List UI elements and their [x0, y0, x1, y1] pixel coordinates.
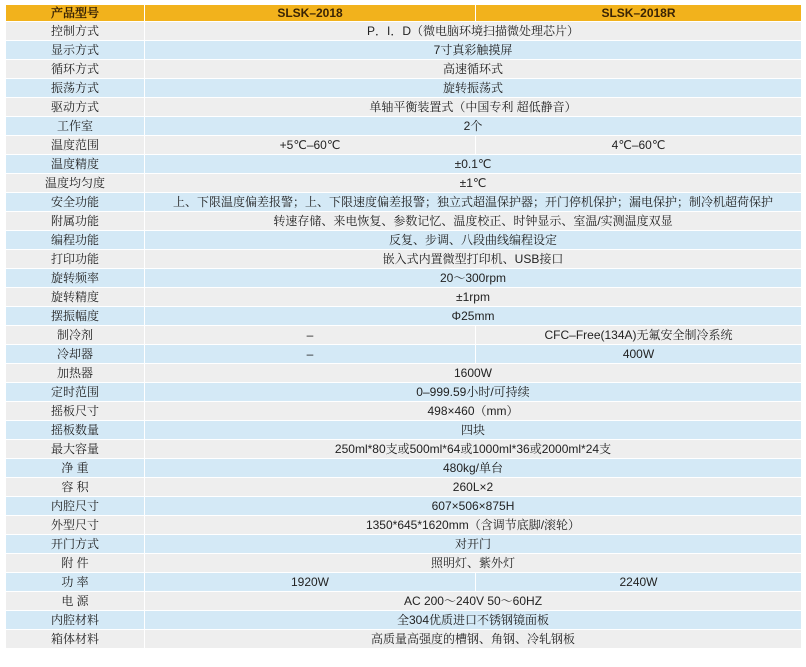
row-value: 480kg/单台: [145, 459, 802, 478]
row-label: 制冷剂: [6, 326, 145, 345]
table-row: [6, 345, 802, 364]
row-label: 附 件: [6, 554, 145, 573]
row-value: ±1rpm: [145, 288, 802, 307]
row-value-model-a: +5℃–60℃: [145, 136, 476, 155]
row-value: ±0.1℃: [145, 155, 802, 174]
header-model-a: SLSK–2018: [145, 5, 476, 22]
header-model-label: 产品型号: [6, 5, 145, 22]
table-row: [6, 174, 802, 193]
row-value: 250ml*80支或500ml*64或1000ml*36或2000ml*24支: [145, 440, 802, 459]
table-row: [6, 535, 802, 554]
row-value: 旋转振荡式: [145, 79, 802, 98]
row-value: 反复、步调、八段曲线编程设定: [145, 231, 802, 250]
row-value: AC 200～240V 50～60HZ: [145, 592, 802, 611]
row-value: 2个: [145, 117, 802, 136]
row-value: 498×460（mm）: [145, 402, 802, 421]
table-row: [6, 573, 802, 592]
row-label: 循环方式: [6, 60, 145, 79]
row-value: 1600W: [145, 364, 802, 383]
row-value: 7寸真彩触摸屏: [145, 41, 802, 60]
table-row: [6, 364, 802, 383]
table-row: [6, 630, 802, 649]
row-label: 显示方式: [6, 41, 145, 60]
row-label: 开门方式: [6, 535, 145, 554]
row-value: 260L×2: [145, 478, 802, 497]
table-row: [6, 231, 802, 250]
row-value: ±1℃: [145, 174, 802, 193]
table-row: [6, 269, 802, 288]
row-value: 对开门: [145, 535, 802, 554]
table-row: [6, 554, 802, 573]
row-label: 附属功能: [6, 212, 145, 231]
row-value-model-a: –: [145, 345, 476, 364]
table-row: [6, 136, 802, 155]
row-value: Φ25mm: [145, 307, 802, 326]
row-value: P．I．D（微电脑环境扫描微处理芯片）: [145, 22, 802, 41]
row-label: 安全功能: [6, 193, 145, 212]
spec-table: [5, 4, 802, 649]
table-row: [6, 41, 802, 60]
row-value: 0–999.59小时/可持续: [145, 383, 802, 402]
row-label: 打印功能: [6, 250, 145, 269]
row-value-model-b: 4℃–60℃: [476, 136, 802, 155]
table-row: [6, 22, 802, 41]
table-row: [6, 440, 802, 459]
row-value-model-b: 400W: [476, 345, 802, 364]
table-row: [6, 459, 802, 478]
row-label: 电 源: [6, 592, 145, 611]
row-value: 转速存储、来电恢复、参数记忆、温度校正、时钟显示、室温/实测温度双显: [145, 212, 802, 231]
table-row: [6, 592, 802, 611]
table-row: [6, 212, 802, 231]
row-label: 摆振幅度: [6, 307, 145, 326]
table-row: [6, 60, 802, 79]
table-row: [6, 326, 802, 345]
table-row: [6, 497, 802, 516]
row-label: 摇板数量: [6, 421, 145, 440]
table-row: [6, 383, 802, 402]
row-value-model-a: –: [145, 326, 476, 345]
table-row: [6, 402, 802, 421]
row-label: 控制方式: [6, 22, 145, 41]
row-value-model-b: 2240W: [476, 573, 802, 592]
row-label: 摇板尺寸: [6, 402, 145, 421]
row-label: 工作室: [6, 117, 145, 136]
row-value: 照明灯、紫外灯: [145, 554, 802, 573]
row-label: 外型尺寸: [6, 516, 145, 535]
row-label: 温度范围: [6, 136, 145, 155]
row-label: 振荡方式: [6, 79, 145, 98]
row-value: 607×506×875H: [145, 497, 802, 516]
table-row: [6, 611, 802, 630]
row-label: 箱体材料: [6, 630, 145, 649]
table-row: [6, 250, 802, 269]
row-value: 1350*645*1620mm（含调节底脚/滚轮）: [145, 516, 802, 535]
table-row: [6, 288, 802, 307]
table-row: [6, 193, 802, 212]
row-label: 温度精度: [6, 155, 145, 174]
header-model-b: SLSK–2018R: [476, 5, 802, 22]
row-value-model-a: 1920W: [145, 573, 476, 592]
table-row: [6, 307, 802, 326]
row-label: 旋转频率: [6, 269, 145, 288]
row-label: 加热器: [6, 364, 145, 383]
row-value: 上、下限温度偏差报警；上、下限速度偏差报警；独立式超温保护器；开门停机保护；漏电保护；制冷机超荷保护: [145, 193, 802, 212]
row-value: 四块: [145, 421, 802, 440]
row-label: 驱动方式: [6, 98, 145, 117]
table-row: [6, 98, 802, 117]
row-label: 旋转精度: [6, 288, 145, 307]
row-label: 温度均匀度: [6, 174, 145, 193]
row-label: 定时范围: [6, 383, 145, 402]
row-value: 高速循环式: [145, 60, 802, 79]
table-row: [6, 478, 802, 497]
table-row: [6, 421, 802, 440]
row-value: 单轴平衡装置式（中国专利 超低静音）: [145, 98, 802, 117]
spec-body: [6, 22, 802, 649]
table-row: [6, 117, 802, 136]
header-row: [6, 5, 802, 22]
row-value: 20～300rpm: [145, 269, 802, 288]
row-value-model-b: CFC–Free(134A)无氟安全制冷系统: [476, 326, 802, 345]
row-label: 冷却器: [6, 345, 145, 364]
row-value: 高质量高强度的槽钢、角钢、冷轧钢板: [145, 630, 802, 649]
row-label: 净 重: [6, 459, 145, 478]
row-label: 内腔材料: [6, 611, 145, 630]
row-value: 嵌入式内置微型打印机、USB接口: [145, 250, 802, 269]
table-row: [6, 155, 802, 174]
row-label: 容 积: [6, 478, 145, 497]
table-row: [6, 516, 802, 535]
row-label: 功 率: [6, 573, 145, 592]
row-label: 内腔尺寸: [6, 497, 145, 516]
row-value: 全304优质进口不锈钢镜面板: [145, 611, 802, 630]
table-row: [6, 79, 802, 98]
row-label: 编程功能: [6, 231, 145, 250]
row-label: 最大容量: [6, 440, 145, 459]
